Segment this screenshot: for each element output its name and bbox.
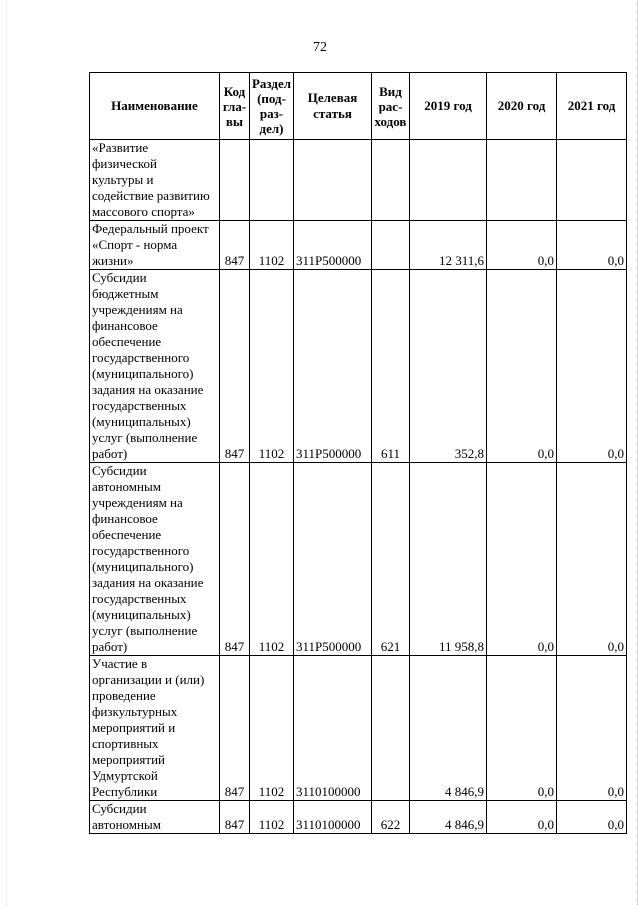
row-expense-type: 621 (372, 463, 410, 656)
table-row (90, 463, 627, 656)
table-row (90, 221, 627, 270)
row-code (220, 140, 250, 221)
row-name: Участие в организации и (или) проведение физкультурных мероприятий и спортивных мероприятий Удмуртской Республики (90, 656, 220, 801)
row-target-article: 3110100000 (294, 656, 372, 801)
row-name: Субсидии бюджетным учреждениям на финансовое обеспечение государственного (муниципального) задания на оказание государственных (муниципальных) услуг (выполнение работ) (90, 270, 220, 463)
row-amount-2019: 11 958,8 (410, 463, 487, 656)
row-amount-2021: 0,0 (557, 463, 627, 656)
header-year-2020: 2020 год (487, 73, 557, 140)
row-amount-2020: 0,0 (487, 270, 557, 463)
header-code: Код гла- вы (220, 73, 250, 140)
row-amount-2019: 4 846,9 (410, 656, 487, 801)
row-target-article: 3110100000 (294, 801, 372, 834)
row-target-article: 311P500000 (294, 221, 372, 270)
row-name: Субсидии автономным (90, 801, 220, 834)
scan-edge-right (637, 0, 638, 905)
header-type: Вид рас- ходов (372, 73, 410, 140)
row-section (250, 140, 294, 221)
header-target: Целевая статья (294, 73, 372, 140)
row-expense-type: 622 (372, 801, 410, 834)
row-amount-2021: 0,0 (557, 221, 627, 270)
header-year-2021: 2021 год (557, 73, 627, 140)
row-amount-2020: 0,0 (487, 656, 557, 801)
row-code: 847 (220, 656, 250, 801)
row-amount-2020: 0,0 (487, 801, 557, 834)
row-expense-type: 611 (372, 270, 410, 463)
row-amount-2021: 0,0 (557, 801, 627, 834)
row-name: Федеральный проект «Спорт - норма жизни» (90, 221, 220, 270)
row-code: 847 (220, 270, 250, 463)
row-code: 847 (220, 221, 250, 270)
row-amount-2021: 0,0 (557, 270, 627, 463)
row-expense-type (372, 140, 410, 221)
row-name: «Развитие физической культуры и содействие развитию массового спорта» (90, 140, 220, 221)
row-section: 1102 (250, 270, 294, 463)
row-code: 847 (220, 463, 250, 656)
scan-edge-left (6, 0, 7, 905)
row-section: 1102 (250, 463, 294, 656)
table-body (90, 140, 627, 834)
row-target-article: 311P500000 (294, 270, 372, 463)
row-amount-2021 (557, 140, 627, 221)
row-amount-2020: 0,0 (487, 221, 557, 270)
row-amount-2019: 352,8 (410, 270, 487, 463)
row-expense-type (372, 221, 410, 270)
row-amount-2020 (487, 140, 557, 221)
row-target-article (294, 140, 372, 221)
row-name: Субсидии автономным учреждениям на финансовое обеспечение государственного (муниципального) задания на оказание государственных (муниципальных) услуг (выполнение работ) (90, 463, 220, 656)
row-amount-2020: 0,0 (487, 463, 557, 656)
row-amount-2019: 4 846,9 (410, 801, 487, 834)
budget-table (89, 72, 627, 834)
header-name: Наименование (90, 73, 220, 140)
row-amount-2021: 0,0 (557, 656, 627, 801)
page-number: 72 (313, 40, 327, 55)
header-section: Раздел (под- раз- дел) (250, 73, 294, 140)
row-amount-2019: 12 311,6 (410, 221, 487, 270)
table-row (90, 140, 627, 221)
table-row (90, 801, 627, 834)
row-section: 1102 (250, 801, 294, 834)
row-section: 1102 (250, 656, 294, 801)
row-target-article: 311P500000 (294, 463, 372, 656)
row-expense-type (372, 656, 410, 801)
header-year-2019: 2019 год (410, 73, 487, 140)
row-amount-2019 (410, 140, 487, 221)
row-section: 1102 (250, 221, 294, 270)
table-row (90, 270, 627, 463)
table-row (90, 656, 627, 801)
table-header-row (90, 73, 627, 140)
row-code: 847 (220, 801, 250, 834)
